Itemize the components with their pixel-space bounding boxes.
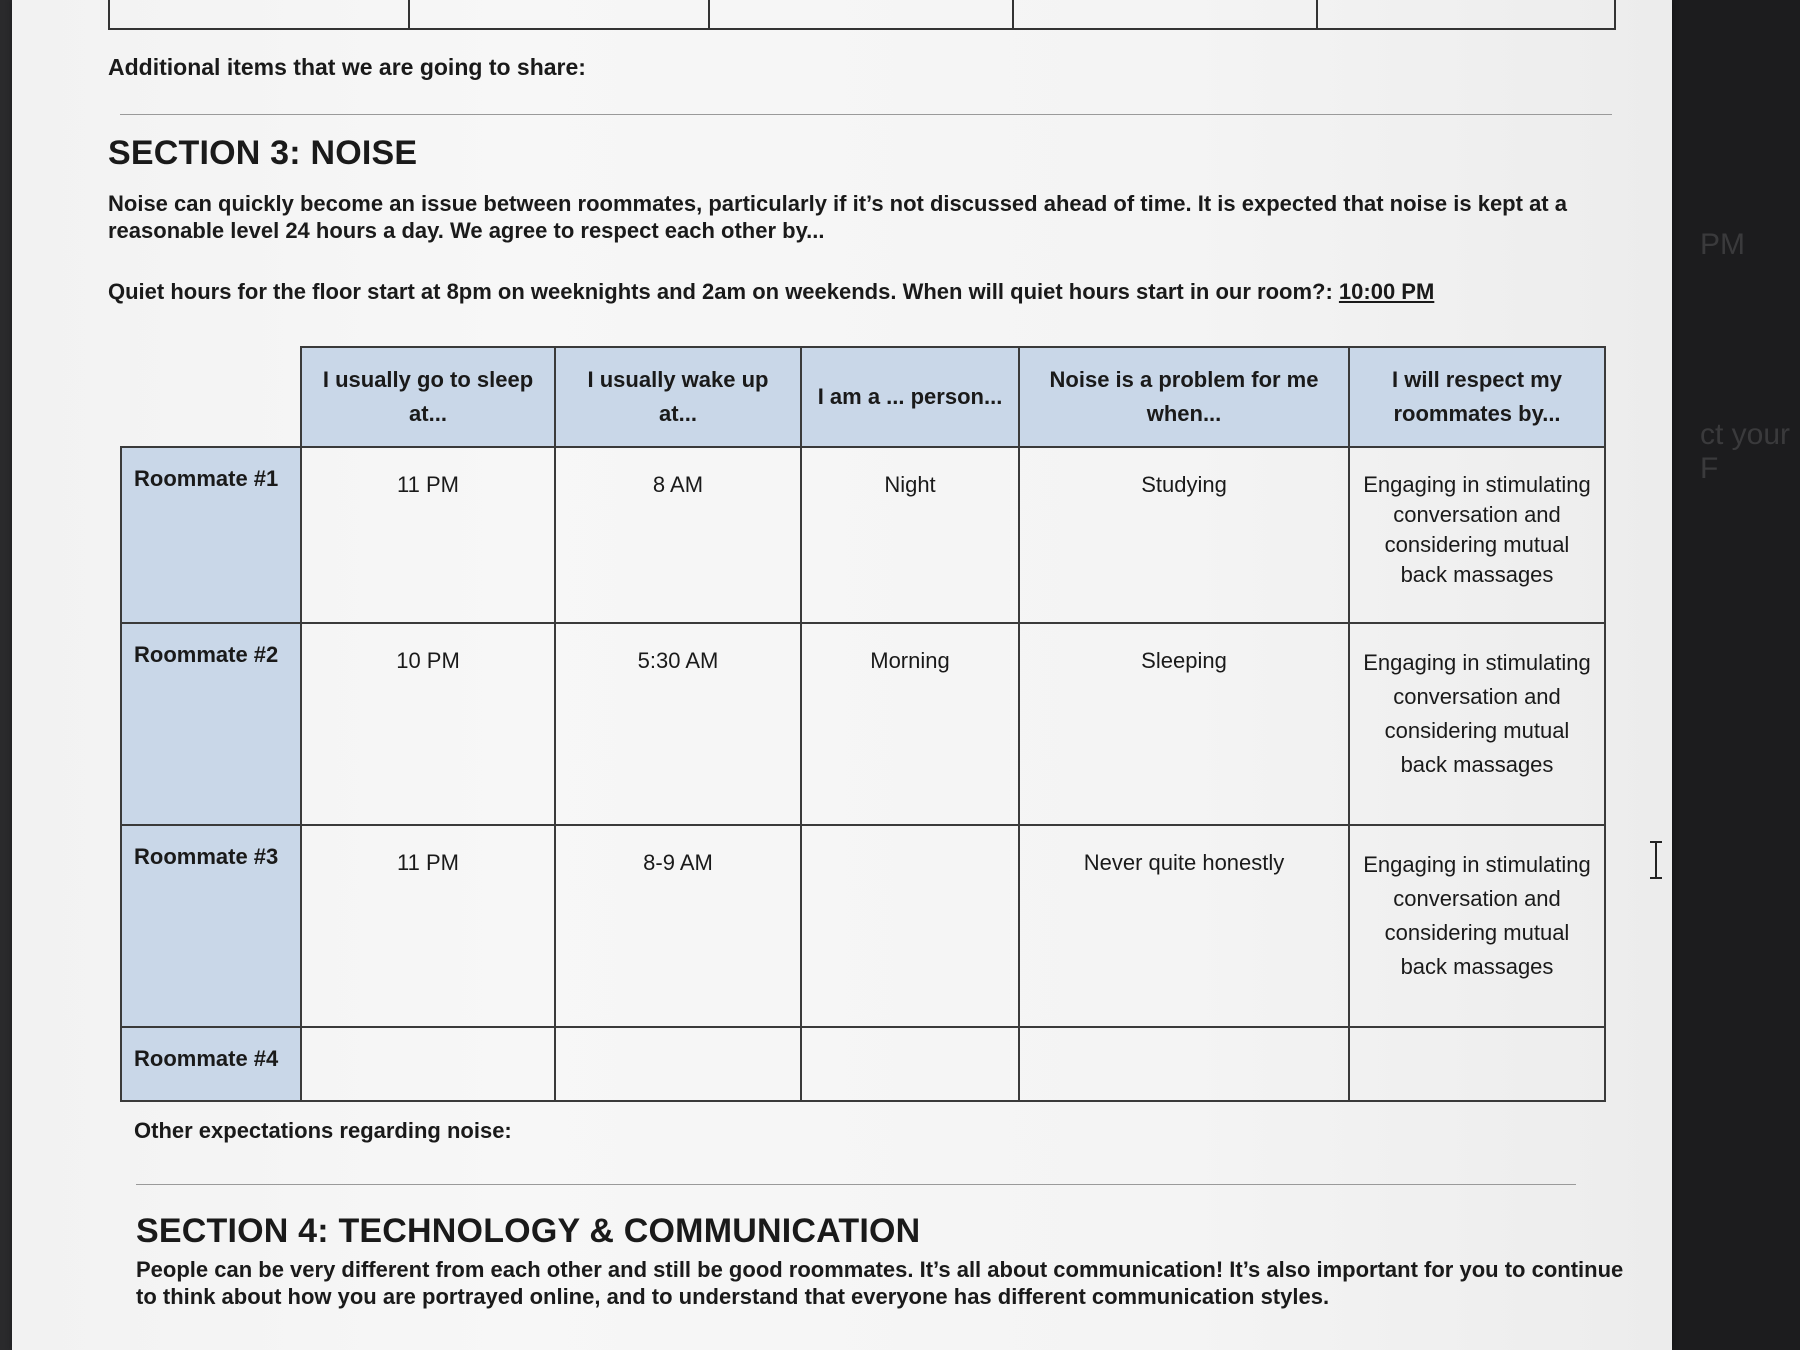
cell-sleep[interactable]: 10 PM [301,623,555,825]
section3-intro-line1: Noise can quickly become an issue between roommates, particularly if it’s not discussed ahead of time. It is expected that noise is kept at a [108,191,1567,216]
text-cursor-icon [1648,840,1664,880]
cell-sleep[interactable]: 11 PM [301,447,555,623]
noise-table [120,346,1606,1102]
document-page [12,0,1672,1350]
section4-intro-line1: People can be very different from each other and still be good roommates. It’s all about communication! It’s also important for you to continue [136,1257,1624,1282]
cell-wake[interactable] [555,1027,801,1101]
ghost-text: ct your F [1700,418,1791,485]
table-corner [121,347,301,447]
cell-noise-problem[interactable]: Sleeping [1019,623,1349,825]
header-sleep: I usually go to sleep at... [301,347,555,447]
section4-intro [136,1256,1623,1310]
additional-items-label: Additional items that we are going to share: [108,54,586,80]
table-row [121,447,1605,623]
other-expectations-label: Other expectations regarding noise: [134,1118,512,1143]
quiet-hours-line [108,278,1434,305]
cell-respect[interactable] [1349,1027,1605,1101]
section4-intro-line2: to think about how you are portrayed online, and to understand that everyone has different communication styles. [136,1284,1330,1309]
cell-sleep[interactable] [301,1027,555,1101]
cell-person-type[interactable] [801,1027,1019,1101]
header-person-type: I am a ... person... [801,347,1019,447]
cell-sleep[interactable]: 11 PM [301,825,555,1027]
cell-wake[interactable]: 8-9 AM [555,825,801,1027]
other-expectations-line[interactable] [136,1184,1576,1185]
section4-title: SECTION 4: TECHNOLOGY & COMMUNICATION [136,1212,921,1250]
row-label-roommate-4: Roommate #4 [121,1027,301,1101]
quiet-hours-prompt: Quiet hours for the floor start at 8pm on weeknights and 2am on weekends. When will quiet hours start in our room?: [108,279,1333,304]
section3-title: SECTION 3: NOISE [108,134,418,172]
row-label-roommate-3: Roommate #3 [121,825,301,1027]
header-respect: I will respect my roommates by... [1349,347,1605,447]
table-row [121,623,1605,825]
previous-table-edge [108,0,1616,30]
ghost-text: PM [1700,228,1745,261]
row-label-roommate-1: Roommate #1 [121,447,301,623]
additional-items-line[interactable] [120,114,1612,115]
row-label-roommate-2: Roommate #2 [121,623,301,825]
cell-person-type[interactable]: Morning [801,623,1019,825]
header-wake: I usually wake up at... [555,347,801,447]
cell-noise-problem[interactable]: Studying [1019,447,1349,623]
cell-respect[interactable]: Engaging in stimulating conversation and considering mutual back massages [1349,623,1605,825]
table-row [121,1027,1605,1101]
background-window [1668,0,1800,1350]
cell-person-type[interactable]: Night [801,447,1019,623]
table-row [121,825,1605,1027]
cell-wake[interactable]: 8 AM [555,447,801,623]
cell-person-type[interactable] [801,825,1019,1027]
header-noise-problem: Noise is a problem for me when... [1019,347,1349,447]
cell-wake[interactable]: 5:30 AM [555,623,801,825]
cell-noise-problem[interactable]: Never quite honestly [1019,825,1349,1027]
quiet-hours-value[interactable]: 10:00 PM [1338,279,1435,304]
cell-respect[interactable]: Engaging in stimulating conversation and considering mutual back massages [1349,825,1605,1027]
cell-respect[interactable]: Engaging in stimulating conversation and considering mutual back massages [1349,447,1605,623]
cell-noise-problem[interactable] [1019,1027,1349,1101]
section3-intro-line2: reasonable level 24 hours a day. We agree to respect each other by... [108,218,825,243]
section3-intro [108,190,1567,244]
